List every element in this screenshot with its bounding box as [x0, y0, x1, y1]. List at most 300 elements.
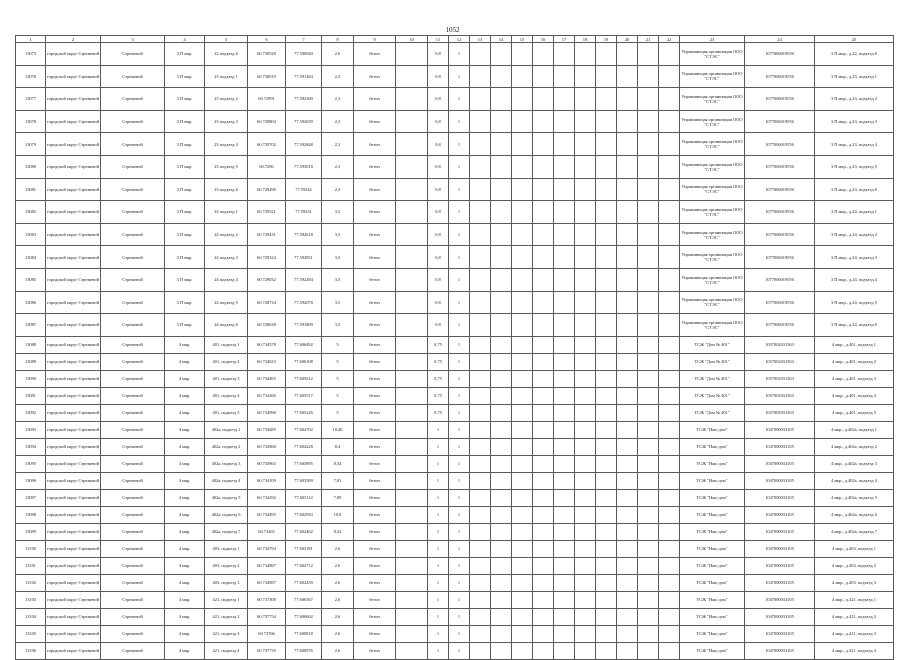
empty-cell	[575, 201, 596, 224]
settlement-cell: Стрежевой	[101, 608, 165, 625]
house-cell: 23 подъезд 4	[205, 133, 248, 156]
empty-cell	[533, 421, 554, 438]
empty-cell	[396, 506, 428, 523]
empty-cell	[512, 370, 533, 387]
latitude-cell: 60.733868	[248, 438, 286, 455]
empty-cell	[554, 246, 575, 269]
empty-cell	[396, 155, 428, 178]
source-cell: 4 мкр., д.402а, подъезд 5	[815, 489, 894, 506]
street-cell: 3 П мкр.	[165, 246, 205, 269]
empty-cell	[659, 421, 680, 438]
district-cell: городской округ Стрежевой	[46, 88, 101, 111]
empty-cell	[396, 133, 428, 156]
empty-cell	[470, 557, 491, 574]
empty-cell	[659, 642, 680, 659]
house-cell: 421, подъезд 1	[205, 591, 248, 608]
row-id: 13087	[16, 314, 46, 337]
container-count-cell: 1	[449, 336, 470, 353]
settlement-cell: Стрежевой	[101, 88, 165, 111]
count-cell: 1	[428, 557, 449, 574]
ogrn-cell: 1047000033105	[745, 421, 815, 438]
count-cell: 0,8	[428, 133, 449, 156]
row-id: 13097	[16, 489, 46, 506]
empty-cell	[512, 291, 533, 314]
longitude-cell: 77.592284	[286, 268, 322, 291]
ogrn-cell: 1077006019556	[745, 223, 815, 246]
district-cell: городской округ Стрежевой	[46, 155, 101, 178]
empty-cell	[638, 110, 659, 133]
empty-cell	[659, 591, 680, 608]
street-cell: 4 мкр.	[165, 523, 205, 540]
count-cell: 0,8	[428, 65, 449, 88]
empty-cell	[659, 336, 680, 353]
latitude-cell: 60.72991	[248, 88, 286, 111]
house-cell: 402а, подъезд 7	[205, 523, 248, 540]
street-cell: 3 П мкр.	[165, 178, 205, 201]
empty-cell	[554, 540, 575, 557]
container-count-cell: 1	[449, 65, 470, 88]
container-count-cell: 1	[449, 540, 470, 557]
empty-cell	[617, 557, 638, 574]
cover-cell: бетон	[354, 574, 396, 591]
empty-cell	[512, 201, 533, 224]
empty-cell	[470, 472, 491, 489]
street-cell: 4 мкр.	[165, 574, 205, 591]
count-cell: 1	[428, 591, 449, 608]
street-cell: 4 мкр.	[165, 608, 205, 625]
source-cell: 3 П мкр., д.23, подъезд 5	[815, 155, 894, 178]
empty-cell	[533, 557, 554, 574]
empty-cell	[638, 336, 659, 353]
ogrn-cell: 1047000033105	[745, 574, 815, 591]
source-cell: 3 П мкр., д.24, подъезд 5	[815, 291, 894, 314]
empty-cell	[554, 353, 575, 370]
empty-cell	[575, 489, 596, 506]
empty-cell	[617, 110, 638, 133]
empty-cell	[491, 489, 512, 506]
area-cell: 2,6	[322, 574, 354, 591]
empty-cell	[617, 314, 638, 337]
empty-cell	[470, 246, 491, 269]
empty-cell	[638, 155, 659, 178]
row-id: 13086	[16, 291, 46, 314]
table-row	[16, 246, 894, 269]
area-cell: 2,3	[322, 133, 354, 156]
empty-cell	[596, 387, 617, 404]
house-cell: 402а, подъезд 4	[205, 472, 248, 489]
district-cell: городской округ Стрежевой	[46, 472, 101, 489]
street-cell: 3 П мкр.	[165, 223, 205, 246]
container-count-cell: 1	[449, 353, 470, 370]
empty-cell	[617, 201, 638, 224]
house-cell: 421, подъезд 2	[205, 608, 248, 625]
source-cell: 4 мкр., д.403, подъезд 2	[815, 557, 894, 574]
empty-cell	[533, 268, 554, 291]
organization-cell: ТСЖ "Дом № 401"	[680, 370, 745, 387]
table-row	[16, 268, 894, 291]
empty-cell	[396, 438, 428, 455]
empty-cell	[533, 642, 554, 659]
empty-cell	[512, 178, 533, 201]
container-count-cell: 1	[449, 110, 470, 133]
table-row	[16, 591, 894, 608]
district-cell: городской округ Стрежевой	[46, 43, 101, 66]
column-number: 22	[659, 36, 680, 43]
empty-cell	[470, 43, 491, 66]
empty-cell	[596, 178, 617, 201]
empty-cell	[396, 523, 428, 540]
latitude-cell: 60.728638	[248, 314, 286, 337]
empty-cell	[659, 353, 680, 370]
settlement-cell: Стрежевой	[101, 574, 165, 591]
empty-cell	[491, 65, 512, 88]
row-id: 13103	[16, 591, 46, 608]
organization-cell: Управляющая организация ООО "СТЭС"	[680, 178, 745, 201]
empty-cell	[596, 523, 617, 540]
ogrn-cell: 1057002031563	[745, 404, 815, 421]
settlement-cell: Стрежевой	[101, 314, 165, 337]
empty-cell	[491, 574, 512, 591]
empty-cell	[596, 404, 617, 421]
empty-cell	[575, 110, 596, 133]
longitude-cell: 77.600818	[286, 625, 322, 642]
cover-cell: бетон	[354, 642, 396, 659]
row-id: 13076	[16, 65, 46, 88]
empty-cell	[575, 43, 596, 66]
empty-cell	[638, 540, 659, 557]
column-number: 11	[428, 36, 449, 43]
settlement-cell: Стрежевой	[101, 421, 165, 438]
empty-cell	[533, 110, 554, 133]
area-cell: 2,3	[322, 88, 354, 111]
empty-cell	[596, 540, 617, 557]
empty-cell	[396, 178, 428, 201]
house-cell: 401, подъезд 5	[205, 404, 248, 421]
table-row	[16, 178, 894, 201]
count-cell: 1	[428, 489, 449, 506]
row-id: 13077	[16, 88, 46, 111]
container-count-cell: 1	[449, 223, 470, 246]
empty-cell	[638, 43, 659, 66]
empty-cell	[617, 591, 638, 608]
latitude-cell: 60.733963	[248, 455, 286, 472]
empty-cell	[575, 291, 596, 314]
settlement-cell: Стрежевой	[101, 489, 165, 506]
empty-cell	[638, 246, 659, 269]
container-count-cell: 1	[449, 574, 470, 591]
longitude-cell: 77.603895	[286, 455, 322, 472]
ogrn-cell: 1077006019556	[745, 291, 815, 314]
count-cell: 0,8	[428, 155, 449, 178]
empty-cell	[554, 110, 575, 133]
ogrn-cell: 1047000033105	[745, 438, 815, 455]
container-count-cell: 1	[449, 155, 470, 178]
cover-cell: бетон	[354, 506, 396, 523]
longitude-cell: 77.603589	[286, 472, 322, 489]
settlement-cell: Стрежевой	[101, 133, 165, 156]
ogrn-cell: 1077006019556	[745, 314, 815, 337]
table-row	[16, 642, 894, 659]
empty-cell	[491, 314, 512, 337]
empty-cell	[533, 178, 554, 201]
ogrn-cell: 1047000033105	[745, 455, 815, 472]
empty-cell	[512, 155, 533, 178]
street-cell: 4 мкр.	[165, 387, 205, 404]
house-cell: 402а, подъезд 6	[205, 506, 248, 523]
house-cell: 402а, подъезд 2	[205, 438, 248, 455]
cover-cell: бетон	[354, 523, 396, 540]
table-row	[16, 110, 894, 133]
district-cell: городской округ Стрежевой	[46, 421, 101, 438]
organization-cell: Управляющая организация ООО "СТЭС"	[680, 110, 745, 133]
area-cell: 2,6	[322, 591, 354, 608]
house-cell: 402а, подъезд 1	[205, 421, 248, 438]
empty-cell	[554, 88, 575, 111]
container-count-cell: 1	[449, 404, 470, 421]
empty-cell	[638, 201, 659, 224]
count-cell: 1	[428, 472, 449, 489]
empty-cell	[554, 314, 575, 337]
house-cell: 403, подъезд 3	[205, 574, 248, 591]
empty-cell	[596, 223, 617, 246]
empty-cell	[533, 540, 554, 557]
empty-cell	[512, 268, 533, 291]
empty-cell	[491, 523, 512, 540]
source-cell: 3 П мкр., д.23, подъезд 6	[815, 178, 894, 201]
empty-cell	[638, 438, 659, 455]
organization-cell: ТСЖ "Наш дом"	[680, 523, 745, 540]
empty-cell	[396, 268, 428, 291]
longitude-cell: 77.602712	[286, 557, 322, 574]
organization-cell: ТСЖ "Наш дом"	[680, 557, 745, 574]
empty-cell	[491, 246, 512, 269]
longitude-cell: 77.605612	[286, 370, 322, 387]
table-row	[16, 291, 894, 314]
settlement-cell: Стрежевой	[101, 438, 165, 455]
empty-cell	[396, 314, 428, 337]
organization-cell: ТСЖ "Наш дом"	[680, 540, 745, 557]
empty-cell	[512, 353, 533, 370]
empty-cell	[533, 155, 554, 178]
empty-cell	[617, 155, 638, 178]
longitude-cell: 77.606492	[286, 336, 322, 353]
organization-cell: ТСЖ "Дом № 401"	[680, 387, 745, 404]
empty-cell	[470, 65, 491, 88]
longitude-cell: 77.600367	[286, 591, 322, 608]
empty-cell	[470, 314, 491, 337]
district-cell: городской округ Стрежевой	[46, 110, 101, 133]
settlement-cell: Стрежевой	[101, 155, 165, 178]
ogrn-cell: 1047000033105	[745, 608, 815, 625]
source-cell: 4 мкр., д.402а, подъезд 1	[815, 421, 894, 438]
empty-cell	[554, 438, 575, 455]
district-cell: городской округ Стрежевой	[46, 523, 101, 540]
ogrn-cell: 1047000033105	[745, 506, 815, 523]
cover-cell: бетон	[354, 404, 396, 421]
empty-cell	[491, 608, 512, 625]
organization-cell: Управляющая организация ООО "СТЭС"	[680, 88, 745, 111]
empty-cell	[659, 178, 680, 201]
cover-cell: бетон	[354, 268, 396, 291]
empty-cell	[554, 574, 575, 591]
empty-cell	[396, 489, 428, 506]
count-cell: 1	[428, 455, 449, 472]
empty-cell	[638, 178, 659, 201]
empty-cell	[659, 523, 680, 540]
latitude-cell: 60.7296	[248, 155, 286, 178]
table-row	[16, 370, 894, 387]
empty-cell	[617, 43, 638, 66]
longitude-cell: 77.592078	[286, 291, 322, 314]
empty-cell	[470, 387, 491, 404]
latitude-cell: 60.734867	[248, 557, 286, 574]
longitude-cell: 77.606108	[286, 353, 322, 370]
empty-cell	[596, 43, 617, 66]
empty-cell	[512, 523, 533, 540]
empty-cell	[533, 291, 554, 314]
empty-cell	[533, 523, 554, 540]
organization-cell: ТСЖ "Наш дом"	[680, 455, 745, 472]
settlement-cell: Стрежевой	[101, 43, 165, 66]
empty-cell	[659, 110, 680, 133]
district-cell: городской округ Стрежевой	[46, 223, 101, 246]
count-cell: 0,8	[428, 246, 449, 269]
empty-cell	[596, 155, 617, 178]
empty-cell	[596, 438, 617, 455]
row-id: 13100	[16, 540, 46, 557]
street-cell: 4 мкр.	[165, 591, 205, 608]
empty-cell	[554, 455, 575, 472]
settlement-cell: Стрежевой	[101, 291, 165, 314]
latitude-cell: 60.734266	[248, 387, 286, 404]
source-cell: 4 мкр., д.402а, подъезд 2	[815, 438, 894, 455]
empty-cell	[596, 268, 617, 291]
row-id: 13093	[16, 421, 46, 438]
street-cell: 4 мкр.	[165, 353, 205, 370]
empty-cell	[491, 336, 512, 353]
street-cell: 4 мкр.	[165, 404, 205, 421]
table-row	[16, 574, 894, 591]
area-cell: 2,6	[322, 43, 354, 66]
empty-cell	[512, 314, 533, 337]
empty-cell	[512, 642, 533, 659]
district-cell: городской округ Стрежевой	[46, 506, 101, 523]
empty-cell	[512, 506, 533, 523]
empty-cell	[533, 65, 554, 88]
empty-cell	[575, 246, 596, 269]
empty-cell	[617, 291, 638, 314]
column-number: 23	[680, 36, 745, 43]
ogrn-cell: 1047000033105	[745, 642, 815, 659]
empty-cell	[396, 574, 428, 591]
container-count-cell: 1	[449, 43, 470, 66]
empty-cell	[554, 370, 575, 387]
empty-cell	[533, 201, 554, 224]
page-number: 1052	[445, 26, 460, 34]
empty-cell	[575, 178, 596, 201]
district-cell: городской округ Стрежевой	[46, 608, 101, 625]
source-cell: 3 П мкр., д.22, подъезд 6	[815, 43, 894, 66]
organization-cell: Управляющая организация ООО "СТЭС"	[680, 246, 745, 269]
table-row	[16, 608, 894, 625]
street-cell: 3 П мкр.	[165, 155, 205, 178]
empty-cell	[659, 370, 680, 387]
ogrn-cell: 1077006019556	[745, 268, 815, 291]
row-id: 13082	[16, 201, 46, 224]
empty-cell	[470, 404, 491, 421]
empty-cell	[659, 291, 680, 314]
container-count-cell: 1	[449, 421, 470, 438]
row-id: 13101	[16, 557, 46, 574]
organization-cell: ТСЖ "Наш дом"	[680, 574, 745, 591]
row-id: 13105	[16, 625, 46, 642]
empty-cell	[491, 540, 512, 557]
latitude-cell: 60.737508	[248, 591, 286, 608]
cover-cell: бетон	[354, 540, 396, 557]
cover-cell: бетон	[354, 133, 396, 156]
source-cell: 4 мкр., д.401, подъезд 5	[815, 404, 894, 421]
settlement-cell: Стрежевой	[101, 65, 165, 88]
empty-cell	[491, 353, 512, 370]
empty-cell	[617, 489, 638, 506]
count-cell: 0,8	[428, 314, 449, 337]
source-cell: 3 П мкр., д.24, подъезд 1	[815, 201, 894, 224]
settlement-cell: Стрежевой	[101, 178, 165, 201]
ogrn-cell: 1047000033105	[745, 472, 815, 489]
latitude-cell: 60.737754	[248, 608, 286, 625]
settlement-cell: Стрежевой	[101, 110, 165, 133]
source-cell: 4 мкр., д.401, подъезд 4	[815, 387, 894, 404]
latitude-cell: 60.729032	[248, 268, 286, 291]
count-cell: 0,8	[428, 88, 449, 111]
count-cell: 0,8	[428, 201, 449, 224]
ogrn-cell: 1077006019556	[745, 65, 815, 88]
empty-cell	[512, 455, 533, 472]
latitude-cell: 60.729324	[248, 246, 286, 269]
empty-cell	[396, 608, 428, 625]
table-row	[16, 155, 894, 178]
row-id: 13078	[16, 110, 46, 133]
empty-cell	[617, 65, 638, 88]
empty-cell	[491, 455, 512, 472]
empty-cell	[659, 472, 680, 489]
empty-cell	[533, 472, 554, 489]
ogrn-cell: 1077006019556	[745, 110, 815, 133]
empty-cell	[470, 110, 491, 133]
ogrn-cell: 1077006019556	[745, 178, 815, 201]
settlement-cell: Стрежевой	[101, 472, 165, 489]
longitude-cell: 77.59231	[286, 201, 322, 224]
area-cell: 3,5	[322, 268, 354, 291]
organization-cell: Управляющая организация ООО "СТЭС"	[680, 43, 745, 66]
column-number: 10	[396, 36, 428, 43]
cover-cell: бетон	[354, 201, 396, 224]
longitude-cell: 77.603114	[286, 489, 322, 506]
settlement-cell: Стрежевой	[101, 506, 165, 523]
count-cell: 0,8	[428, 268, 449, 291]
organization-cell: ТСЖ "Наш дом"	[680, 472, 745, 489]
settlement-cell: Стрежевой	[101, 370, 165, 387]
empty-cell	[512, 43, 533, 66]
empty-cell	[491, 268, 512, 291]
street-cell: 4 мкр.	[165, 438, 205, 455]
empty-cell	[638, 608, 659, 625]
empty-cell	[396, 201, 428, 224]
count-cell: 1	[428, 625, 449, 642]
empty-cell	[512, 489, 533, 506]
container-count-cell: 1	[449, 178, 470, 201]
organization-cell: ТСЖ "Наш дом"	[680, 625, 745, 642]
